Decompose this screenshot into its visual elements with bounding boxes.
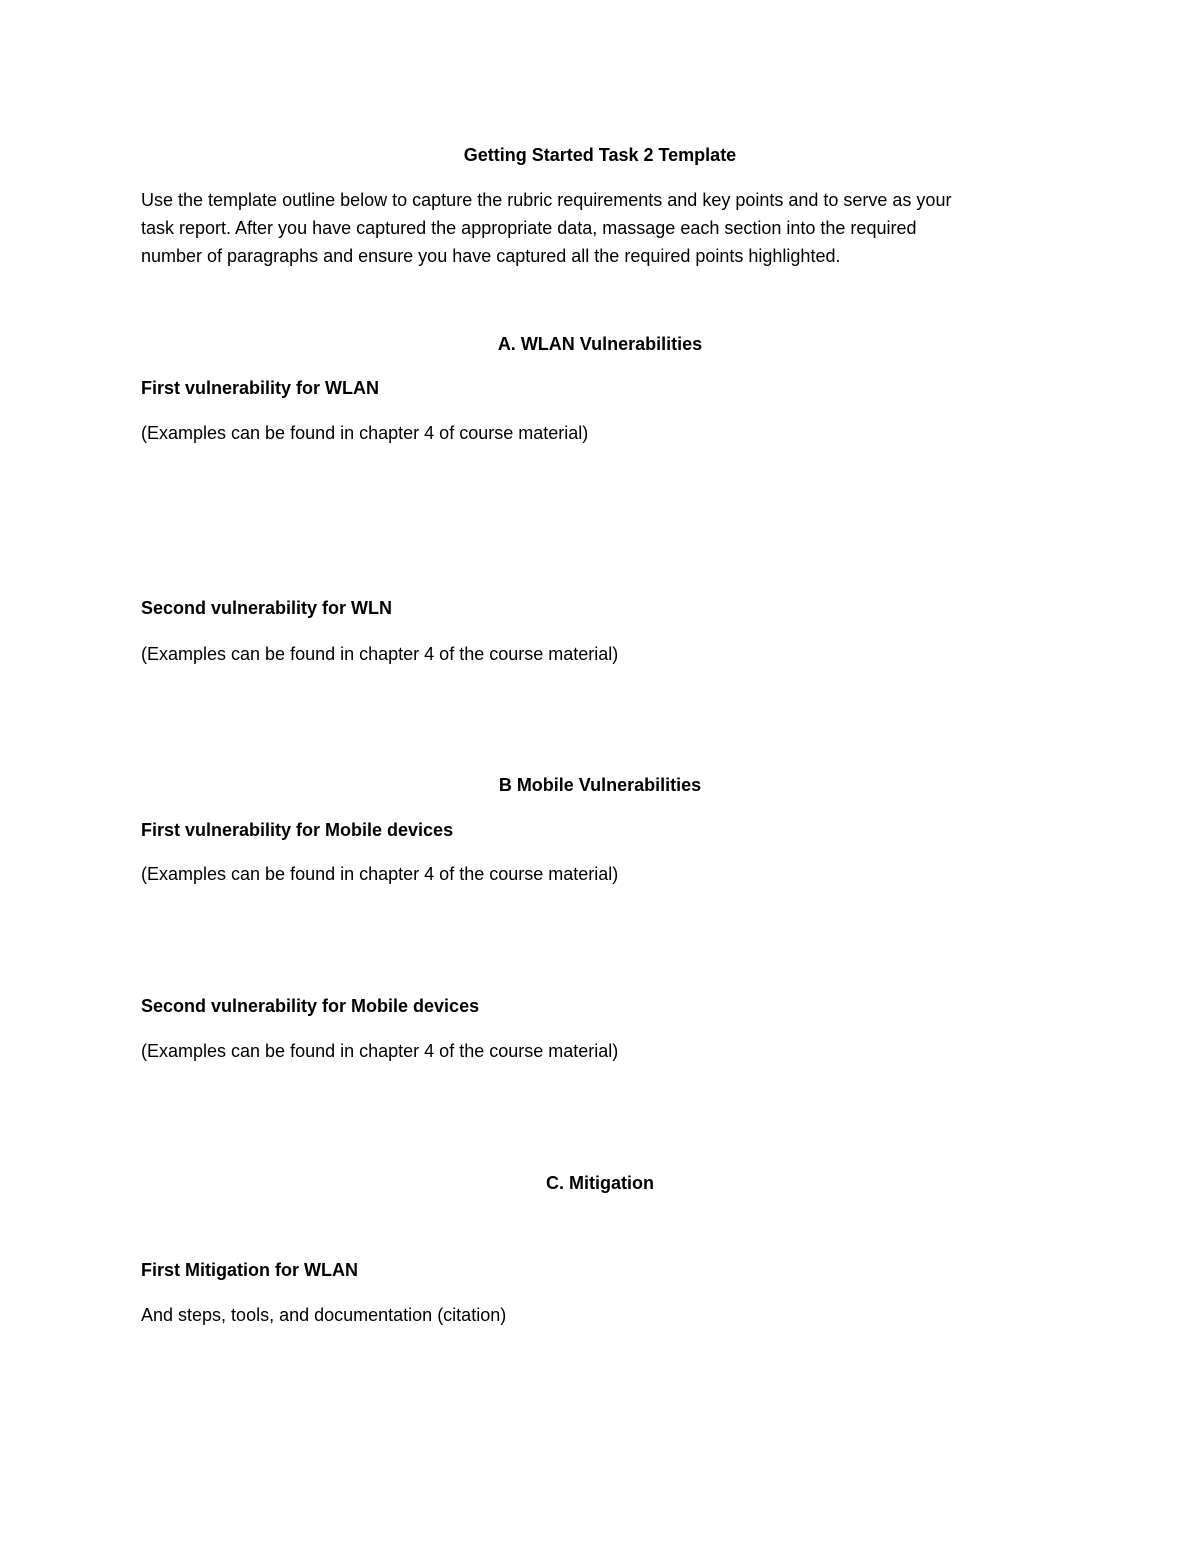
intro-line: Use the template outline below to capture the rubric requirements and key points and to serve as your xyxy=(141,190,952,210)
section-a-heading: A. WLAN Vulnerabilities xyxy=(497,334,703,354)
section-a-item-2-subheading: Second vulnerability for WLN xyxy=(141,598,393,618)
section-b-heading: B Mobile Vulnerabilities xyxy=(498,775,702,795)
document-title: Getting Started Task 2 Template xyxy=(463,145,737,165)
section-a-item-1-subheading: First vulnerability for WLAN xyxy=(141,378,380,398)
section-b-item-2-subheading: Second vulnerability for Mobile devices xyxy=(141,996,480,1016)
section-c-heading: C. Mitigation xyxy=(546,1173,654,1193)
section-a-item-2-note: (Examples can be found in chapter 4 of the course material) xyxy=(141,644,619,664)
intro-line: number of paragraphs and ensure you have captured all the required points highlighted. xyxy=(141,246,841,266)
section-a-item-1-note: (Examples can be found in chapter 4 of course material) xyxy=(141,423,589,443)
section-b-item-1-subheading: First vulnerability for Mobile devices xyxy=(141,820,454,840)
section-c-item-1-note: And steps, tools, and documentation (citation) xyxy=(141,1305,507,1325)
section-b-item-1-note: (Examples can be found in chapter 4 of the course material) xyxy=(141,864,619,884)
intro-paragraph xyxy=(141,186,1061,270)
section-c-item-1-subheading: First Mitigation for WLAN xyxy=(141,1260,358,1280)
intro-line: task report. After you have captured the appropriate data, massage each section into the required xyxy=(141,218,917,238)
section-b-item-2-note: (Examples can be found in chapter 4 of the course material) xyxy=(141,1041,619,1061)
